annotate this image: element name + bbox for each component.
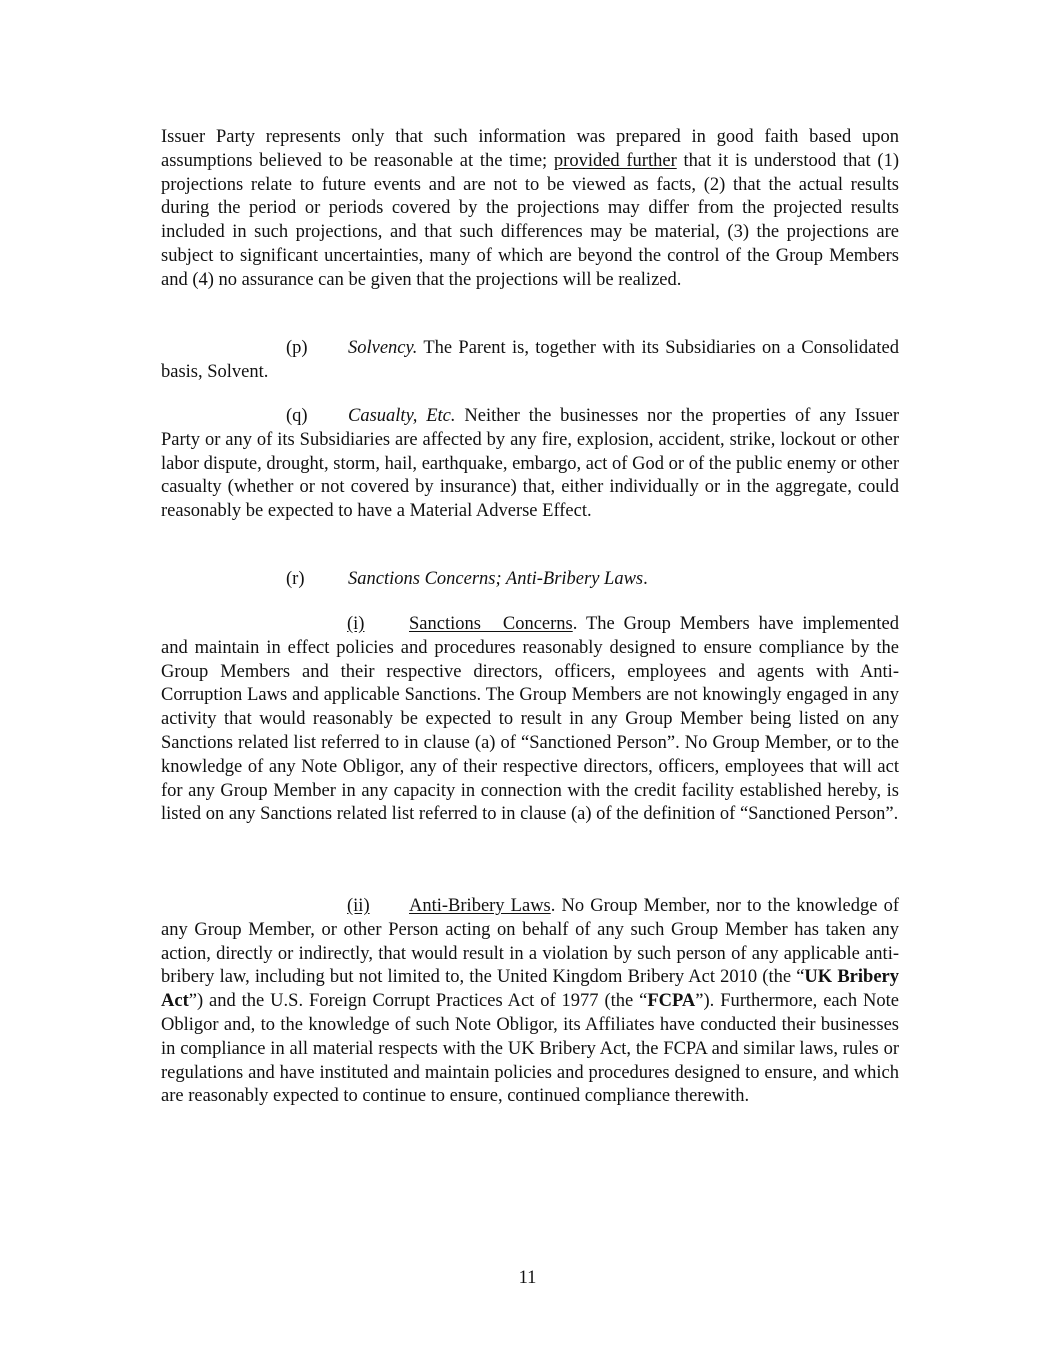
subsection-body: ”) and the U.S. Foreign Corrupt Practices Act of 1977 (the “ bbox=[188, 991, 648, 1012]
subsection-ii-anti-bribery bbox=[161, 895, 899, 1109]
subsection-body: . The Group Members have implemented and maintain in effect policies and procedures reasonably designed to ensure compliance by the Group Members and their respective directors, officers, employees and agents with Anti-Corruption Laws and applicable Sanctions. The Group Members are not knowingly engaged in any activity that would reasonably be expected to result in any Group Member being listed on any Sanctions related list referred to in clause (a) of “Sanctioned Person”. No Group Member, or to the knowledge of any Note Obligor, any of their respective directors, officers, employees that will act for any Group Member in any capacity in connection with the credit facility established hereby, is listed on any Sanctions related list referred to in clause (a) of the definition of “Sanctioned Person”. bbox=[161, 614, 900, 825]
section-title: Solvency. bbox=[348, 338, 418, 358]
section-q-casualty bbox=[161, 405, 899, 524]
subsection-body: . No Group Member, nor to the knowledge of any Group Member, or other Person acting on behalf of any such Group Member has taken any action, directly or indirectly, that would result in a violation by such person of any applicable anti-bribery law, including but not limited to, the United Kingdom Bribery Act 2010 (the “ bbox=[161, 896, 899, 988]
paragraph-text: Issuer Party represents only that such information was prepared in good faith based upon assumptions believed to be reasonable at the time; bbox=[161, 127, 899, 171]
section-body: Neither the businesses nor the properties of any Issuer Party or any of its Subsidiaries are affected by any fire, explosion, accident, strike, lockout or other labor dispute, drought, storm, hail, earthquake, embargo, act of God or of the public enemy or other casualty (whether or not covered by insurance) that, either individually or in the aggregate, could reasonably be expected to have a Material Adverse Effect. bbox=[161, 406, 899, 522]
continued-paragraph bbox=[161, 126, 899, 293]
subsection-title: Anti-Bribery Laws bbox=[409, 896, 551, 916]
page-number: 11 bbox=[518, 1268, 537, 1288]
section-label: (p) bbox=[286, 338, 308, 358]
section-title: Casualty, Etc. bbox=[348, 406, 456, 426]
defined-term-uk-bribery-act: UK Bribery Act bbox=[161, 967, 899, 1012]
section-label: (r) bbox=[286, 569, 305, 589]
section-body: The Parent is, together with its Subsidiaries on a Consolidated basis, Solvent. bbox=[161, 338, 899, 382]
subsection-body: ”). Furthermore, each Note Obligor and, to the knowledge of such Note Obligor, its Affiliates have conducted their businesses in compliance in all material respects with the UK Bribery Act, the FCPA and similar laws, rules or regulations and have instituted and maintain policies and procedures designed to ensure, and which are reasonably expected to continue to ensure, continued compliance therewith. bbox=[161, 991, 899, 1107]
section-r-sanctions-heading bbox=[161, 568, 899, 592]
paragraph-text: that it is understood that (1) projections relate to future events and are not to be viewed as facts, (2) that the actual results during the period or periods covered by the projections may differ from the projected results included in such projections, and that such differences may be material, (3) the projections are subject to significant uncertainties, many of which are beyond the control of the Group Members and (4) no assurance can be given that the projections will be realized. bbox=[161, 150, 899, 290]
provided-further-term: provided further bbox=[553, 150, 677, 171]
subsection-label: (i) bbox=[347, 614, 365, 634]
subsection-label: (ii) bbox=[347, 896, 370, 916]
section-p-solvency bbox=[161, 337, 899, 385]
section-punctuation: . bbox=[643, 569, 648, 589]
section-title: Sanctions Concerns; Anti-Bribery Laws bbox=[348, 569, 644, 589]
subsection-i-sanctions-concerns bbox=[161, 613, 899, 827]
subsection-title: Sanctions Concerns bbox=[409, 614, 573, 634]
defined-term-fcpa: FCPA bbox=[647, 991, 696, 1012]
section-label: (q) bbox=[286, 406, 308, 426]
